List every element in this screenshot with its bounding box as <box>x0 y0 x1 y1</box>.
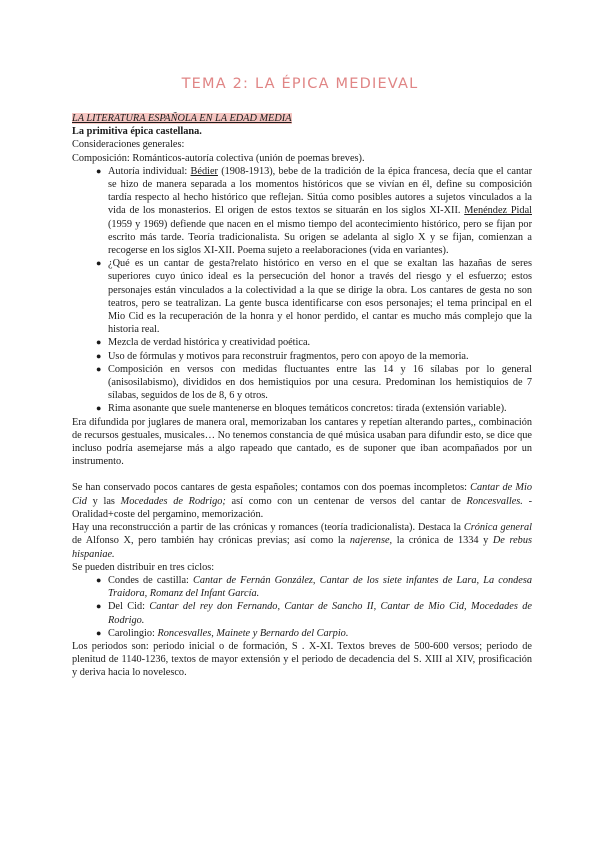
considerations-label: Consideraciones generales: <box>72 139 185 151</box>
bullet-icon: ● <box>96 574 102 585</box>
periodos-paragraph: Los periodos son: periodo inicial o de formación, S . X-XI. Textos breves de 500-600 versos; periodo de plenitud de 1140-1236, textos de mayor extensión y el periodo de decadencia del S. XIII al XIV, prosificación y deriva hacia lo novelesco. <box>72 640 532 679</box>
juglares-paragraph: Era difundida por juglares de manera oral, memorizaban los cantares y repetían alterando partes,, combinación de recursos gestuales, musicales… No tenemos constancia de qué música usaban para difundir esto, se dice que incluso podría asemejarse más a algo rapeado que cantado, es de suponer que iban acompañados por un instrumento. <box>72 416 532 468</box>
bullet-icon: ● <box>96 350 102 361</box>
list-item: ● Del Cid: Cantar del rey don Fernando, Cantar de Sancho II, Cantar de Mio Cid, Mocedades de Rodrigo. <box>96 601 532 626</box>
section-heading: LA LITERATURA ESPAÑOLA EN LA EDAD MEDIA <box>72 113 292 124</box>
bullet-icon: ● <box>96 258 102 269</box>
list-item: ● Mezcla de verdad histórica y creatividad poética. <box>96 337 311 349</box>
list-item: ● Rima asonante que suele mantenerse en bloques temáticos concretos: tirada (extensión variable). <box>96 403 507 415</box>
list-item: ● Condes de castilla: Cantar de Fernán González, Cantar de los siete infantes de Lara, La condesa Traidora, Romanz del Infant García. <box>96 574 532 600</box>
list-item: ● Autoría individual: Bédier (1908-1913), bebe de la tradición de la épica francesa, decía que el cantar se hizo de manera separada a los momentos históricos que se vivían en él, define su composición tardía respecto al hecho histórico que reflejan. Sitúa como posibles autores a sujetos vinculados a la vida de los monasterios. El origen de estos textos se situarán en los siglos XI-XII. Menéndez Pidal (1959 y 1969) defiende que nacen en el mismo tiempo del acontecimiento histórico, pero se fijan por escrito más tarde. Teoría tradicionalista. Su origen se adelanta al siglo X y se fijan, comienzan a recogerse en los siglos XI-XII. Poema sujeto a reelaboraciones (vida en variantes). <box>96 165 532 257</box>
characteristics-list <box>72 165 532 416</box>
ciclos-intro: Se pueden distribuir en tres ciclos: <box>72 561 215 573</box>
list-item: ● Carolingio: Roncesvalles, Mainete y Bernardo del Carpio. <box>96 627 349 639</box>
list-item: ● Composición en versos con medidas fluctuantes entre las 14 y 16 sílabas por lo general (anisosilabismo), divididos en dos hemistiquios por una cesura. Predominan los hemistiquios de 7 sílabas, seguidos de los de 8, 6 y otros. <box>96 363 532 402</box>
bullet-icon: ● <box>96 337 102 348</box>
list-item: ● ¿Qué es un cantar de gesta?relato histórico en verso en el que se exaltan las hazañas de seres superiores cuyo único ideal es la persecución del honor a través del riesgo y el esfuerzo; estos personajes están vinculados a la colectividad a la que se dirige la obra. Los cantares de gesta no son teatros, pero se teatralizan. La gente busca identificarse con esos personajes; el tema principal en el Mio Cid es la recuperación de la honra y el honor perdido, el cantar es mucho más complejo que la historia real. <box>96 258 532 336</box>
bullet-icon: ● <box>96 165 102 176</box>
subheading: La primitiva épica castellana. <box>72 126 202 138</box>
bullet-icon: ● <box>96 403 102 414</box>
reconstruccion-paragraph: Hay una reconstrucción a partir de las crónicas y romances (teoría tradicionalista). Destaca la Crónica general de Alfonso X, pero también hay crónicas previas; así como la najerense, la crónica de 1334 y De rebus hispaniae. <box>72 522 532 560</box>
bedier-ref: Bédier <box>190 165 218 177</box>
conservado-paragraph: Se han conservado pocos cantares de gesta españoles; contamos con dos poemas incompletos: Cantar de Mio Cid y las Mocedades de Rodrigo; así como con un centenar de versos del cantar de Roncesvalles. -Oralidad+coste del pergamino, memorización. <box>72 482 533 520</box>
list-item: ● Uso de fórmulas y motivos para reconstruir fragmentos, pero con apoyo de la memoria. <box>96 350 469 362</box>
document-body <box>72 112 532 680</box>
bullet-icon: ● <box>96 601 102 612</box>
bullet-icon: ● <box>96 363 102 374</box>
page-title: TEMA 2: LA ÉPICA MEDIEVAL <box>181 76 419 92</box>
ciclos-list <box>72 574 532 640</box>
bullet-icon: ● <box>96 627 102 638</box>
composition-line: Composición: Románticos-autoría colectiva (unión de poemas breves). <box>72 152 365 164</box>
section-heading-line <box>72 112 532 125</box>
pidal-ref: Menéndez Pidal <box>464 205 532 217</box>
